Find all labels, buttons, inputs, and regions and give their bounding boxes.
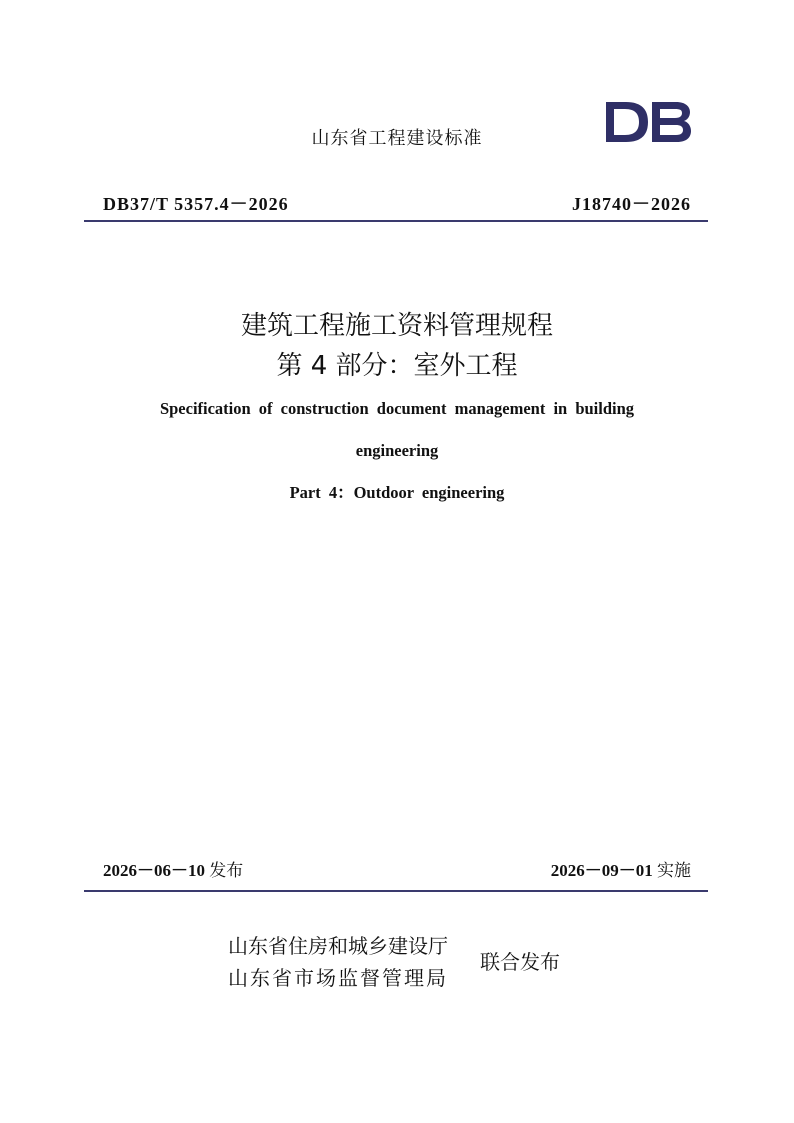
db-logo-d-shape [606, 102, 648, 142]
publish-label: 发布 [209, 861, 244, 881]
title-zh-line1: 建筑工程施工资料管理规程 [240, 311, 553, 341]
issuer-2: 山东省市场监督管理局 [228, 966, 448, 990]
publish-date-value: 2026－06－10 [103, 861, 205, 880]
title-zh-line2: 第 4 部分：室外工程 [276, 351, 518, 381]
bottom-divider [84, 890, 708, 892]
issuer-1: 山东省住房和城乡建设厅 [228, 934, 448, 958]
header-standard-type: 山东省工程建设标准 [311, 128, 483, 149]
issuing-bodies [228, 930, 448, 994]
db-logo-b-shape [652, 102, 691, 142]
joint-release-label: 联合发布 [480, 950, 560, 974]
standard-number: DB37/T 5357.4－2026 [103, 194, 289, 214]
publish-date [103, 856, 243, 881]
top-divider [84, 220, 708, 222]
title-en-line3: Part 4：Outdoor engineering [289, 483, 505, 502]
title-en-line2: engineering [355, 441, 439, 460]
db-logo [604, 100, 692, 144]
record-number: J18740－2026 [572, 194, 691, 214]
implement-label: 实施 [657, 861, 691, 881]
title-chinese [0, 306, 794, 386]
implement-date [551, 856, 691, 881]
title-english [0, 396, 794, 522]
implement-date-value: 2026－09－01 [550, 861, 653, 880]
title-en-line1: Specification of construction document management in building [159, 399, 635, 418]
